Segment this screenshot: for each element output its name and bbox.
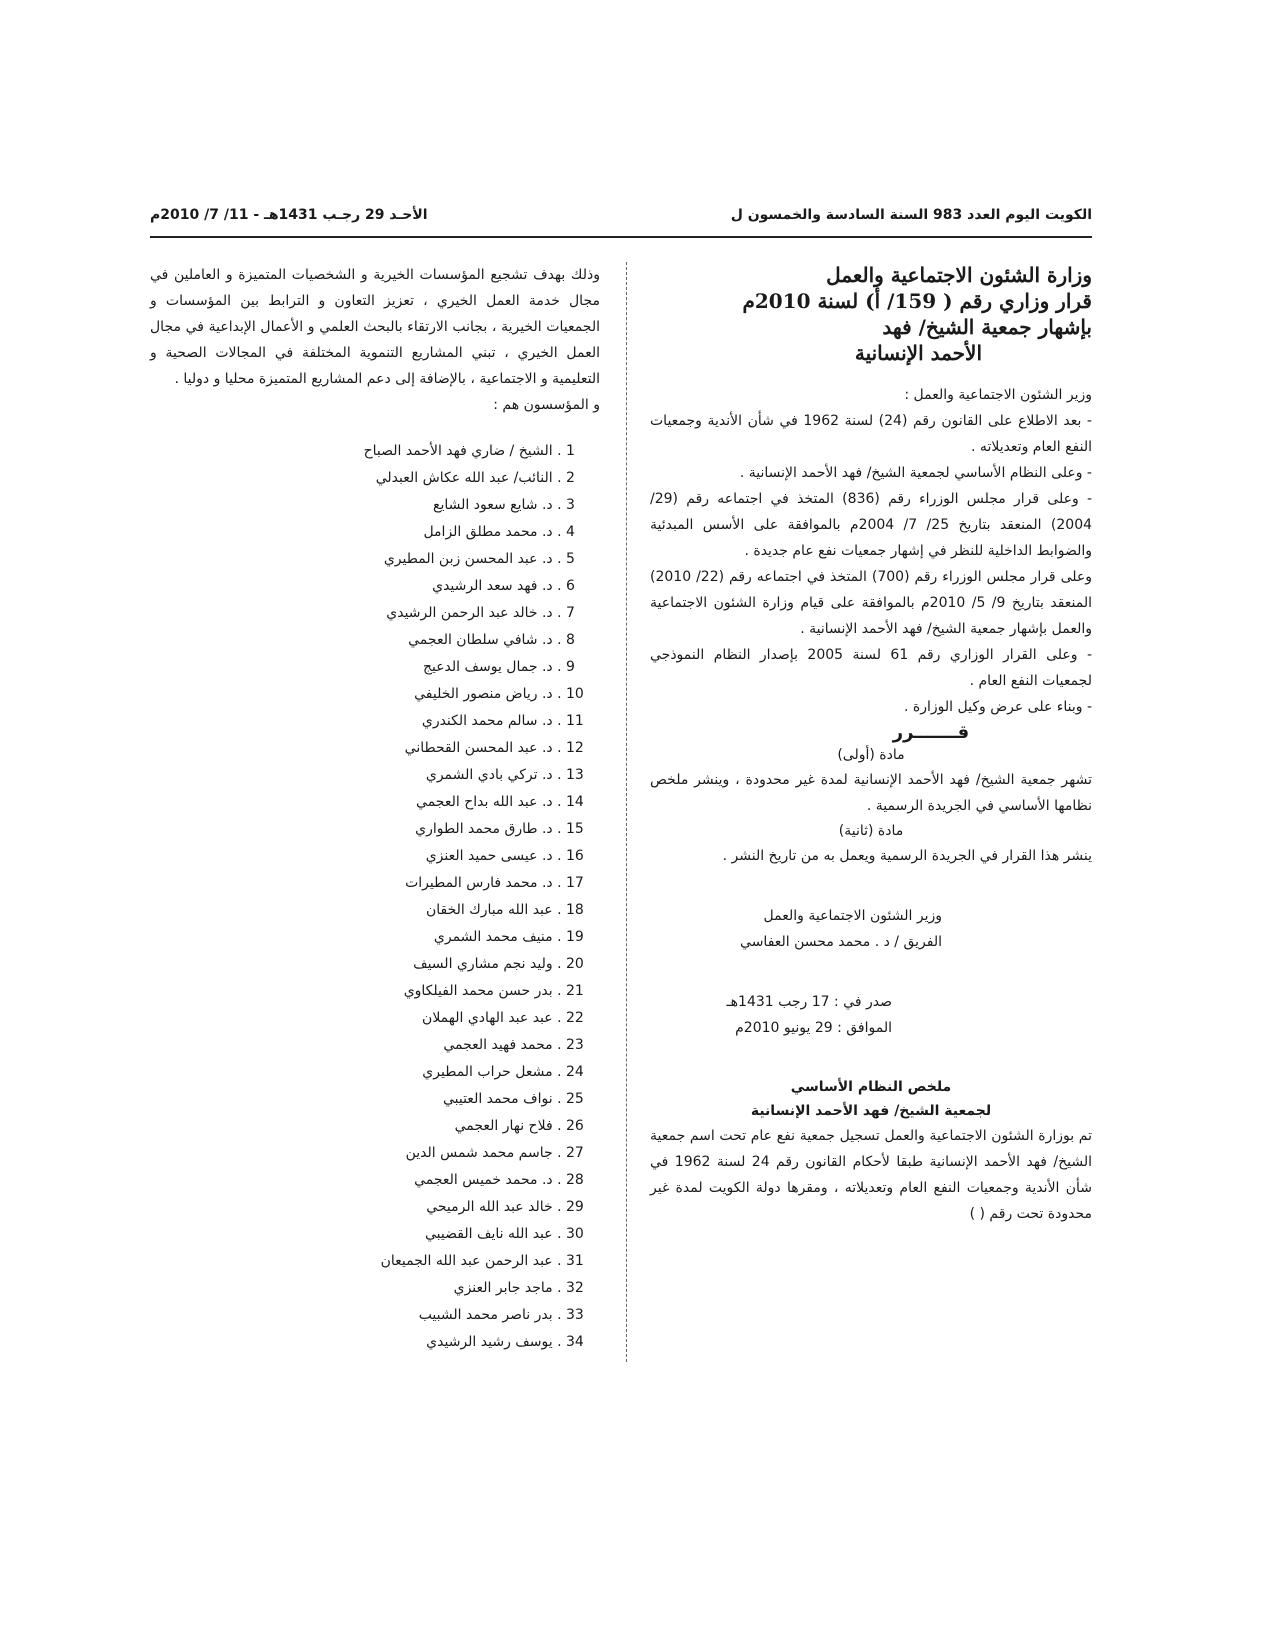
founder-number: 27	[566, 1145, 584, 1161]
founder-number: 10	[566, 686, 584, 702]
founder-list-item: 28 . د. محمد خميس العجمي	[150, 1167, 600, 1194]
founder-list-item: 10 . د. رياض منصور الخليفي	[150, 681, 600, 708]
founder-list-item: 19 . منيف محمد الشمري	[150, 924, 600, 951]
article-1-title: مادة (أولى)	[837, 747, 905, 763]
founder-list-item: 33 . بدر ناصر محمد الشبيب	[150, 1302, 600, 1329]
article-2-text: ينشر هذا القرار في الجريدة الرسمية ويعمل به من تاريخ النشر .	[722, 848, 1092, 864]
founder-list-item: 2 . النائب/ عبد الله عكاش العبدلي	[150, 465, 600, 492]
founder-list-item: 3 . د. شايع سعود الشايع	[150, 492, 600, 519]
signature-title: وزير الشئون الاجتماعية والعمل	[763, 908, 942, 924]
decision-paragraph: وعلى قرار مجلس الوزراء رقم (700) المتخذ في اجتماعه رقم (22/ 2010) المنعقد بتاريخ 9/ 5/ 2010م بالموافقة على قيام وزارة الشئون الاجتماعية والعمل بإشهار جمعية الشيخ/ فهد الأحمد الإنسانية .	[650, 569, 1093, 637]
founder-name: بدر ناصر محمد الشبيب	[418, 1307, 553, 1323]
founder-number: 8	[566, 632, 575, 648]
founder-number: 2	[566, 470, 575, 486]
founder-number: 31	[566, 1253, 584, 1269]
summary-title: ملخص النظام الأساسي	[790, 1079, 952, 1095]
decision-title-line: قرار وزاري رقم ( 159/ أ) لسنة 2010م	[742, 289, 1092, 313]
founder-list-item: 32 . ماجد جابر العنزي	[150, 1275, 600, 1302]
founder-number: 12	[566, 740, 584, 756]
founder-number: 18	[566, 902, 584, 918]
decision-paragraph: - وعلى قرار مجلس الوزراء رقم (836) المتخذ في اجتماعه رقم (29/ 2004) المنعقد بتاريخ 25/ 7/ 2004م بالموافقة على الأسس المبدئية والضوابط الداخلية للنظر في إشهار جمعيات نفع عام جديدة .	[650, 491, 1093, 559]
founder-number: 14	[566, 794, 584, 810]
founder-name: د. محمد فارس المطيرات	[405, 875, 553, 891]
founder-list-item: 24 . مشعل حراب المطيري	[150, 1059, 600, 1086]
founder-number: 9	[566, 659, 575, 675]
founder-list-item: 22 . عبد عبد الهادي الهملان	[150, 1005, 600, 1032]
founder-list-item: 26 . فلاح نهار العجمي	[150, 1113, 600, 1140]
founder-number: 26	[566, 1118, 584, 1134]
founder-list-item: 7 . د. خالد عبد الرحمن الرشيدي	[150, 600, 600, 627]
founder-name: د. جمال يوسف الدعيج	[422, 659, 553, 675]
founder-name: منيف محمد الشمري	[433, 929, 553, 945]
header-divider	[150, 236, 1092, 238]
founder-number: 11	[566, 713, 584, 729]
founder-name: د. محمد مطلق الزامل	[423, 524, 553, 540]
founder-list-item: 16 . د. عيسى حميد العنزي	[150, 843, 600, 870]
issue-date: صدر في : 17 رجب 1431هـ	[726, 994, 892, 1010]
founder-number: 16	[566, 848, 584, 864]
founder-number: 4	[566, 524, 575, 540]
founder-list-item: 20 . وليد نجم مشاري السيف	[150, 951, 600, 978]
founder-name: عبد عبد الهادي الهملان	[422, 1010, 553, 1026]
founder-number: 33	[566, 1307, 584, 1323]
founder-name: ماجد جابر العنزي	[453, 1280, 553, 1296]
founder-list-item: 4 . د. محمد مطلق الزامل	[150, 519, 600, 546]
founder-list-item: 31 . عبد الرحمن عبد الله الجميعان	[150, 1248, 600, 1275]
founder-name: د. عبد المحسن القحطاني	[404, 740, 553, 756]
founder-number: 7	[566, 605, 575, 621]
founder-name: مشعل حراب المطيري	[422, 1064, 553, 1080]
founder-name: د. شايع سعود الشايع	[433, 497, 553, 513]
founder-list-item: 5 . د. عبد المحسن زبن المطيري	[150, 546, 600, 573]
header-issue-info: الكويت اليوم العدد 983 السنة السادسة والخمسون ل	[730, 207, 1092, 223]
founder-name: د. رياض منصور الخليفي	[414, 686, 553, 702]
founder-list-item: 34 . يوسف رشيد الرشيدي	[150, 1329, 600, 1356]
founder-name: د. طارق محمد الطواري	[415, 821, 553, 837]
header-date: الأحـد 29 رجـب 1431هـ - 11/ 7/ 2010م	[150, 207, 428, 223]
summary-text: تم بوزارة الشئون الاجتماعية والعمل تسجيل جمعية نفع عام تحت اسم جمعية الشيخ/ فهد الأحمد الإنسانية طبقا لأحكام القانون رقم 24 لسنة 1962 في شأن الأندية وجمعيات النفع العام وتعديلاته ، ومقرها دولة الكويت لمدة غير محدودة تحت رقم ( )	[650, 1128, 1093, 1222]
founder-name: بدر حسن محمد الفيلكاوي	[403, 983, 553, 999]
founder-list-item: 8 . د. شافي سلطان العجمي	[150, 627, 600, 654]
founder-list-item: 21 . بدر حسن محمد الفيلكاوي	[150, 978, 600, 1005]
founder-name: جاسم محمد شمس الدين	[405, 1145, 553, 1161]
decision-title-line: وزارة الشئون الاجتماعية والعمل	[826, 263, 1092, 287]
founder-number: 3	[566, 497, 575, 513]
founder-name: النائب/ عبد الله عكاش العبدلي	[375, 470, 553, 486]
founder-number: 21	[566, 983, 584, 999]
founder-name: د. سالم محمد الكندري	[421, 713, 553, 729]
founder-number: 17	[566, 875, 584, 891]
page-header	[150, 207, 1092, 233]
corresponding-date: الموافق : 29 يونيو 2010م	[735, 1020, 892, 1036]
founder-name: د. عيسى حميد العنزي	[425, 848, 553, 864]
founder-name: الشيخ / ضاري فهد الأحمد الصباح	[363, 443, 553, 459]
founder-number: 22	[566, 1010, 584, 1026]
decision-paragraph: - بعد الاطلاع على القانون رقم (24) لسنة 1962 في شأن الأندية وجمعيات النفع العام وتعديلاته .	[650, 413, 1092, 455]
founder-list-item: 27 . جاسم محمد شمس الدين	[150, 1140, 600, 1167]
founder-number: 19	[566, 929, 584, 945]
founder-number: 5	[566, 551, 575, 567]
founders-column	[150, 262, 600, 1356]
article-2-title: مادة (ثانية)	[838, 823, 904, 839]
article-1-text: تشهر جمعية الشيخ/ فهد الأحمد الإنسانية لمدة غير محدودة ، وينشر ملخص نظامها الأساسي في الجريدة الرسمية .	[650, 772, 1092, 814]
founder-number: 1	[566, 443, 575, 459]
founder-number: 30	[566, 1226, 584, 1242]
founder-list-item: 13 . د. تركي بادي الشمري	[150, 762, 600, 789]
founder-name: وليد نجم مشاري السيف	[413, 956, 553, 972]
founder-number: 24	[566, 1064, 584, 1080]
founder-list-item: 15 . د. طارق محمد الطواري	[150, 816, 600, 843]
founder-name: د. محمد خميس العجمي	[414, 1172, 553, 1188]
decision-paragraph: - وعلى النظام الأساسي لجمعية الشيخ/ فهد الأحمد الإنسانية .	[739, 465, 1092, 481]
founder-list-item: 25 . نواف محمد العتيبي	[150, 1086, 600, 1113]
founder-list-item: 11 . د. سالم محمد الكندري	[150, 708, 600, 735]
founder-name: نواف محمد العتيبي	[442, 1091, 553, 1107]
decision-paragraph: - وعلى القرار الوزاري رقم 61 لسنة 2005 بإصدار النظام النموذجي لجمعيات النفع العام .	[650, 647, 1092, 689]
founder-list-item: 9 . د. جمال يوسف الدعيج	[150, 654, 600, 681]
founder-name: د. فهد سعد الرشيدي	[432, 578, 553, 594]
founder-list-item: 6 . د. فهد سعد الرشيدي	[150, 573, 600, 600]
column-divider	[626, 262, 627, 1362]
founder-name: د. تركي بادي الشمري	[425, 767, 553, 783]
founder-name: خالد عبد الله الرميحي	[426, 1199, 553, 1215]
founder-list-item: 30 . عبد الله نايف القضيبي	[150, 1221, 600, 1248]
decision-title-line: الأحمد الإنسانية	[854, 341, 982, 365]
founder-number: 20	[566, 956, 584, 972]
founder-list-item: 23 . محمد فهيد العجمي	[150, 1032, 600, 1059]
founder-name: عبد الرحمن عبد الله الجميعان	[380, 1253, 553, 1269]
founder-number: 28	[566, 1172, 584, 1188]
signature-name: الفريق / د . محمد محسن العفاسي	[740, 934, 942, 950]
decision-column	[650, 262, 1092, 1227]
founder-list-item: 1 . الشيخ / ضاري فهد الأحمد الصباح	[150, 438, 600, 465]
decision-intro: وزير الشئون الاجتماعية والعمل :	[904, 387, 1092, 403]
founder-list-item: 18 . عبد الله مبارك الخقان	[150, 897, 600, 924]
founder-list-item: 29 . خالد عبد الله الرميحي	[150, 1194, 600, 1221]
founder-number: 15	[566, 821, 584, 837]
decision-title-line: بإشهار جمعية الشيخ/ فهد	[882, 315, 1092, 339]
decision-paragraph: - وبناء على عرض وكيل الوزارة .	[904, 699, 1092, 715]
founders-label: و المؤسسون هم :	[493, 397, 600, 413]
founder-name: محمد فهيد العجمي	[443, 1037, 553, 1053]
founder-name: د. خالد عبد الرحمن الرشيدي	[386, 605, 553, 621]
founder-number: 13	[566, 767, 584, 783]
founder-number: 34	[566, 1334, 584, 1350]
founder-name: عبد الله نايف القضيبي	[425, 1226, 553, 1242]
founder-number: 32	[566, 1280, 584, 1296]
founders-list	[150, 438, 600, 1356]
summary-subtitle: لجمعية الشيخ/ فهد الأحمد الإنسانية	[750, 1103, 992, 1119]
founder-number: 25	[566, 1091, 584, 1107]
founder-list-item: 14 . د. عبد الله بداح العجمي	[150, 789, 600, 816]
founder-name: د. عبد الله بداح العجمي	[416, 794, 553, 810]
founder-number: 23	[566, 1037, 584, 1053]
founder-number: 6	[566, 578, 575, 594]
founder-name: يوسف رشيد الرشيدي	[426, 1334, 553, 1350]
objectives-paragraph: وذلك بهدف تشجيع المؤسسات الخيرية و الشخصيات المتميزة و العاملين في مجال خدمة العمل الخيري ، تعزيز التعاون و الترابط بين المؤسسات و الجمعيات الخيرية ، بجانب الارتقاء بالبحث العلمي و الأعمال الإبداعية في مجال العمل الخيري ، تبني المشاريع التنموية المختلفة في المجالات الصحية و التعليمية و الاجتماعية ، بالإضافة إلى دعم المشاريع المتميزة محليا و دوليا .	[150, 267, 600, 387]
founder-name: د. شافي سلطان العجمي	[408, 632, 553, 648]
founder-number: 29	[566, 1199, 584, 1215]
founder-name: فلاح نهار العجمي	[454, 1118, 553, 1134]
founder-list-item: 12 . د. عبد المحسن القحطاني	[150, 735, 600, 762]
decision-heading: قـــــــرر	[892, 722, 970, 743]
founder-name: عبد الله مبارك الخقان	[425, 902, 553, 918]
founder-name: د. عبد المحسن زبن المطيري	[383, 551, 553, 567]
founder-list-item: 17 . د. محمد فارس المطيرات	[150, 870, 600, 897]
